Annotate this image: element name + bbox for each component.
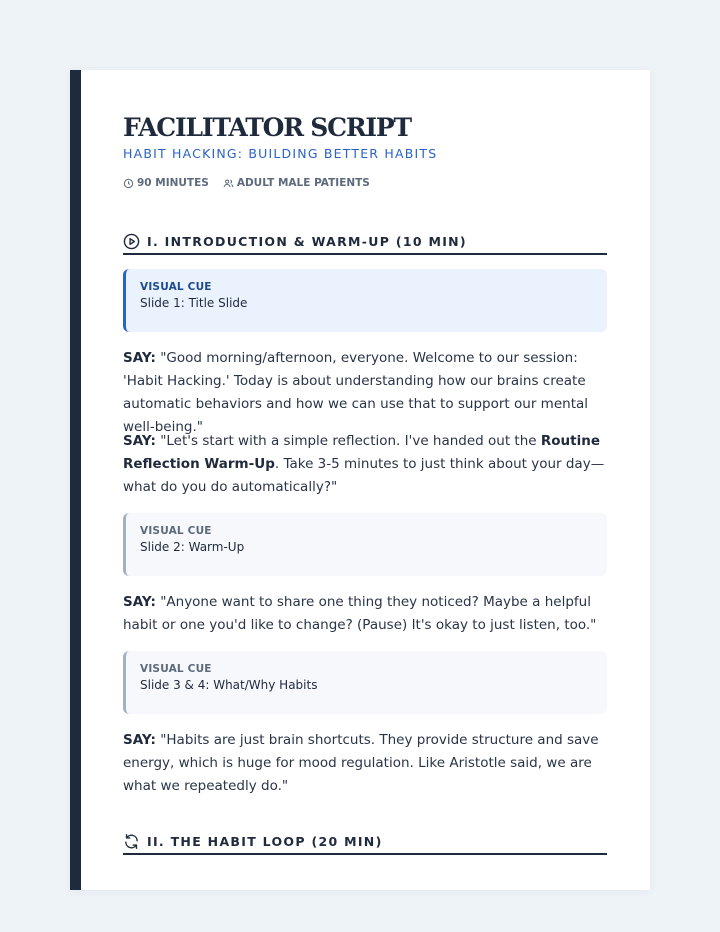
script-card [70, 70, 650, 890]
visual-cue-slide-2 [123, 513, 607, 576]
visual-cue-label: VISUAL CUE [140, 525, 212, 537]
visual-cue-label: VISUAL CUE [140, 663, 212, 675]
play-circle-icon [123, 233, 140, 250]
say-paragraph [123, 591, 607, 637]
say-text: "Anyone want to share one thing they noticed? Maybe a helpful habit or one you'd like to change? (Pause) It's okay to just listen, too." [123, 594, 597, 633]
page-subtitle: HABIT HACKING: BUILDING BETTER HABITS [123, 146, 438, 161]
say-label: SAY: [123, 433, 156, 449]
visual-cue-slide-1 [123, 269, 607, 332]
section-title: I. INTRODUCTION & WARM-UP (10 MIN) [147, 233, 467, 249]
audience-meta [223, 177, 370, 189]
say-text: "Habits are just brain shortcuts. They provide structure and save energy, which is huge for mood regulation. Like Aristotle said, we are what we repeatedly do." [123, 732, 599, 794]
say-text: "Let's start with a simple reflection. I've handed out the [160, 433, 541, 449]
refresh-icon [123, 833, 140, 850]
say-paragraph [123, 430, 607, 499]
say-paragraph [123, 347, 607, 439]
visual-cue-text: Slide 3 & 4: What/Why Habits [140, 678, 318, 692]
page-title: FACILITATOR SCRIPT [123, 113, 411, 142]
say-label: SAY: [123, 732, 156, 748]
audience-text: ADULT MALE PATIENTS [236, 177, 370, 189]
section-habit-loop-heading [123, 829, 607, 855]
session-meta [123, 177, 384, 189]
say-label: SAY: [123, 350, 156, 366]
section-introduction-heading [123, 229, 607, 255]
clock-icon [123, 178, 134, 189]
visual-cue-slide-3-4 [123, 651, 607, 714]
card-accent-edge [70, 70, 81, 890]
visual-cue-text: Slide 2: Warm-Up [140, 540, 245, 554]
say-label: SAY: [123, 594, 156, 610]
section-title: II. THE HABIT LOOP (20 MIN) [147, 833, 383, 849]
visual-cue-text: Slide 1: Title Slide [140, 296, 248, 310]
users-icon [223, 178, 234, 189]
say-bold-text: Routine Reflection Warm-Up [123, 433, 601, 472]
visual-cue-label: VISUAL CUE [140, 281, 212, 293]
say-paragraph [123, 729, 607, 798]
say-text: . Take 3-5 minutes to just think about your day—what do you do automatically?" [123, 456, 605, 495]
duration-text: 90 MINUTES [137, 177, 209, 189]
duration-meta [123, 177, 209, 189]
say-text: "Good morning/afternoon, everyone. Welcome to our session: 'Habit Hacking.' Today is about understanding how our brains create automatic behaviors and how we can use that to support our mental well-being." [123, 350, 589, 435]
